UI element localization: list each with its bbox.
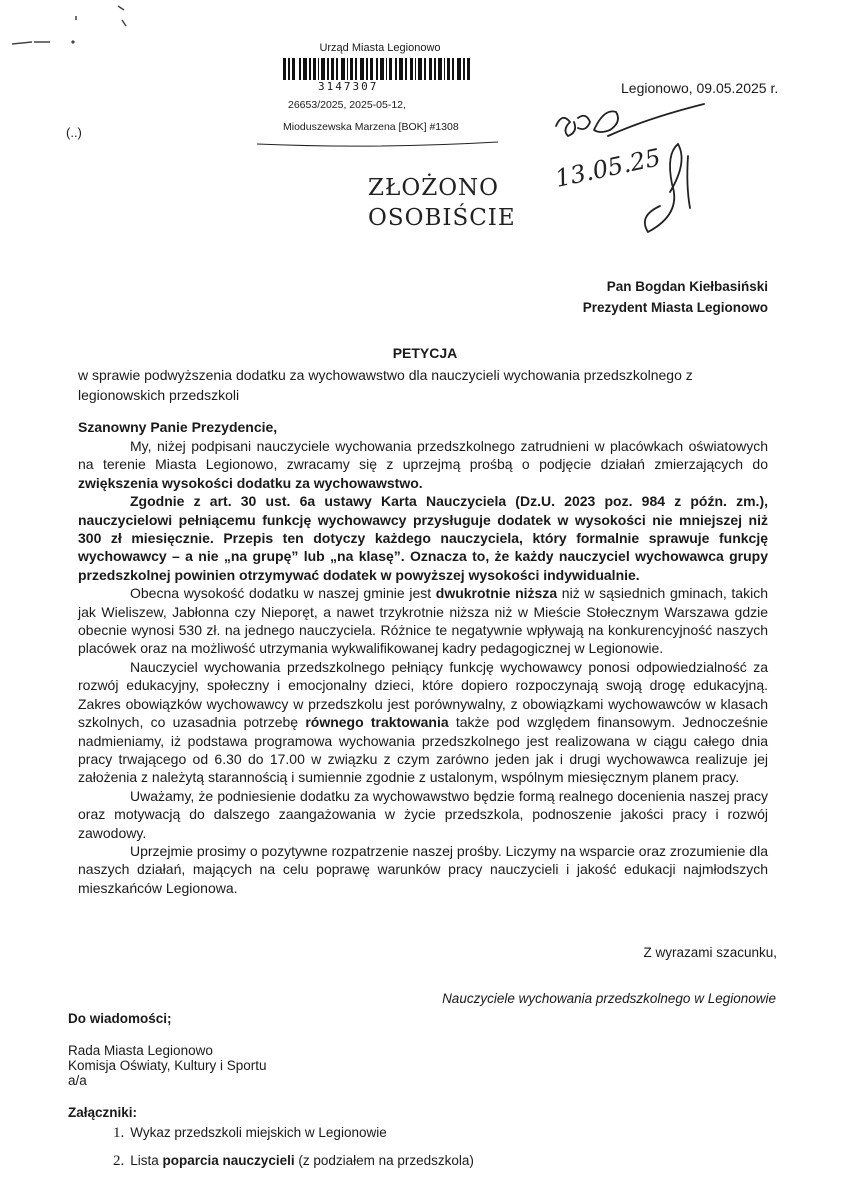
stamp-office-name: Urząd Miasta Legionowo [319, 42, 441, 54]
attachments-list [113, 1125, 474, 1181]
registration-number: 26653/2025, 2025-05-12, [288, 99, 406, 111]
stamp-underline [255, 140, 500, 148]
attachments-heading: Załączniki: [68, 1105, 138, 1120]
paragraph-6: Uprzejmie prosimy o pozytywne rozpatrzenie naszej prośby. Liczymy na wsparcie oraz zrozumienie dla naszych działań, mających na celu poprawę warunków pracy nauczycieli i jakość edukacji najmłodszych mieszkańców Legionowa. [78, 842, 768, 896]
letter-body [78, 437, 768, 897]
paragraph-1: My, niżej podpisani nauczyciele wychowania przedszkolnego zatrudnieni w placówkach oświatowych na terenie Miasta Legionowo, zwracamy się z uprzejmą prośbą o podjęcie działań zmierzających do zwiększenia wysokości dodatku za wychowawstwo. [78, 438, 768, 491]
delivered-in-person-stamp [368, 173, 516, 233]
salutation: Szanowny Panie Prezydencie, [78, 419, 278, 435]
document-subject: w sprawie podwyższenia dodatku za wychowawstwo dla nauczycieli wychowania przedszkolnego z legionowskich przedszkoli [78, 367, 693, 403]
addressee-name: Pan Bogdan Kiełbasiński [606, 279, 768, 294]
barcode [283, 58, 473, 80]
cc-list [68, 1043, 267, 1088]
stamp-line-1: ZŁOŻONO [368, 175, 500, 201]
margin-marks [0, 0, 140, 60]
signature-line: Nauczyciele wychowania przedszkolnego w Legionowie [442, 991, 776, 1006]
cc-heading: Do wiadomości; [68, 1011, 172, 1026]
parenthesis-mark: (..) [66, 125, 82, 140]
handwritten-date: 13.05.25 [552, 143, 664, 193]
stamp-line-2: OSOBIŚCIE [368, 205, 516, 231]
handwritten-annotation [548, 96, 718, 246]
paragraph-3: Obecna wysokość dodatku w naszej gminie jest dwukrotnie niższa niż w sąsiednich gminach, takich jak Wieliszew, Jabłonna czy Nieporęt, a nawet trzykrotnie niższa niż w Mieście Stołecznym Warszawa gdzie obecnie wynosi 530 zł. na jednego nauczyciela. Różnice te negatywnie wpływają na konkurencyjność naszych placówek oraz na możliwość utrzymania wykwalifikowanej kadry pedagogicznej w Legionowie. [78, 585, 768, 657]
cc-item: Komisja Oświaty, Kultury i Sportu [68, 1058, 267, 1073]
paragraph-5: Uważamy, że podniesienie dodatku za wychowawstwo będzie formą realnego docenienia naszej pracy oraz motywacją do dalszego zaangażowania w życie przedszkola, podnoszenie jakości pracy i rozwój zawodowy. [78, 787, 768, 841]
paragraph-2: Zgodnie z art. 30 ust. 6a ustawy Karta Nauczyciela (Dz.U. 2023 poz. 984 z późn. zm.), nauczycielowi pełniącemu funkcję wychowawcy przysługuje dodatek w wysokości nie mniejszej niż 300 zł miesięcznie. Przepis ten dotyczy każdego nauczyciela, który formalnie sprawuje funkcję wychowawcy – a nie „na grupę” lub „na klasę”. Oznacza to, że każdy nauczyciel wychowawca grupy przedszkolnej powinien otrzymywać dodatek w powyższej wysokości indywidualnie. [78, 493, 768, 583]
paragraph-4: Nauczyciel wychowania przedszkolnego pełniący funkcję wychowawcy ponosi odpowiedzialność za rozwój edukacyjny, społeczny i emocjonalny dzieci, które dopiero rozpoczynają swoją drogę edukacyjną. Zakres obowiązków wychowawcy w przedszkolu jest porównywalny, z obowiązkami wychowawców w klasach szkolnych, co uzasadnia potrzebę równego traktowania także pod względem finansowym. Jednocześnie nadmieniamy, iż podstawa programowa wychowania przedszkolnego jest realizowana w ciągu całego dnia pracy trwającego od 6.30 do 17.00 w związku z czym zarówno jeden jak i drugi wychowawca realizuje jej założenia z należytą starannością i sumiennie zgodnie z ustalonym, wspólnym miesięcznym planem pracy. [78, 658, 769, 786]
addressee-title: Prezydent Miasta Legionowo [582, 300, 768, 315]
barcode-number: 3147307 [318, 80, 379, 93]
attachment-item: 1. Wykaz przedszkoli miejskich w Legionowie [113, 1125, 387, 1141]
attachment-item: 2. Lista poparcia nauczycieli (z podziałem na przedszkola) [113, 1153, 474, 1169]
place-and-date: Legionowo, 09.05.2025 r. [621, 80, 779, 96]
cc-item: a/a [68, 1073, 87, 1088]
registering-clerk: Mioduszewska Marzena [BOK] #1308 [283, 121, 459, 133]
document-title: PETYCJA [392, 345, 458, 361]
addressee-block [583, 276, 768, 318]
cc-item: Rada Miasta Legionowo [68, 1043, 213, 1058]
closing-regards: Z wyrazami szacunku, [643, 945, 777, 960]
